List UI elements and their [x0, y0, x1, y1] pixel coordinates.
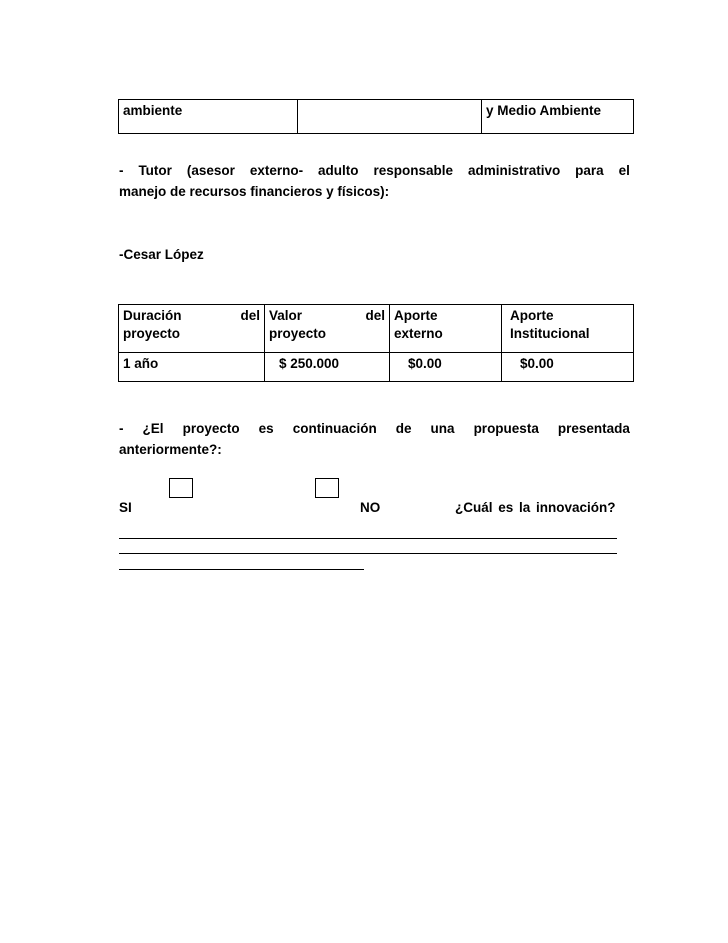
cost-table	[118, 304, 634, 382]
question-word: una	[430, 421, 455, 436]
no-checkbox[interactable]	[315, 478, 339, 498]
question-word: propuesta	[473, 421, 539, 436]
question-word: proyecto	[182, 421, 240, 436]
tutor-word: responsable	[373, 163, 454, 178]
top-table-cell-1: ambiente	[119, 100, 298, 134]
question-line-1	[119, 418, 630, 439]
si-checkbox[interactable]	[169, 478, 193, 498]
question-word: ¿El	[142, 421, 164, 436]
answer-line[interactable]	[119, 553, 617, 554]
si-label: SI	[119, 500, 132, 515]
tutor-word: -	[119, 163, 124, 178]
question-word: es	[258, 421, 274, 436]
tutor-word: (asesor	[186, 163, 235, 178]
question-word: -	[119, 421, 124, 436]
tutor-line-2: manejo de recursos financieros y físicos):	[119, 184, 390, 199]
tutor-line-1	[119, 160, 630, 181]
top-table-cell-2	[298, 100, 482, 134]
innovation-label: ¿Cuál es la innovación?	[455, 500, 616, 515]
cell-valor: $ 250.000	[265, 353, 390, 382]
question-word: continuación	[292, 421, 377, 436]
tutor-word: adulto	[318, 163, 359, 178]
tutor-word: administrativo	[467, 163, 561, 178]
header-valor: Valor del proyecto	[265, 305, 390, 353]
tutor-word: para	[575, 163, 604, 178]
cell-aporte-externo: $0.00	[390, 353, 502, 382]
header-aporte-externo: Aporte externo	[390, 305, 502, 353]
question-line-2: anteriormente?:	[119, 442, 222, 457]
top-table	[118, 99, 634, 134]
tutor-paragraph	[119, 160, 630, 202]
answer-line[interactable]	[119, 538, 617, 539]
header-aporte-institucional: Aporte Institucional	[502, 305, 634, 353]
tutor-word: Tutor	[138, 163, 172, 178]
question-paragraph	[119, 418, 630, 460]
tutor-word: externo-	[249, 163, 304, 178]
header-duracion: Duración del proyecto	[119, 305, 265, 353]
question-word: presentada	[557, 421, 630, 436]
answer-line[interactable]	[119, 569, 364, 570]
cell-duracion: 1 año	[119, 353, 265, 382]
tutor-name: -Cesar López	[119, 247, 204, 262]
question-word: de	[395, 421, 412, 436]
no-label: NO	[360, 500, 381, 515]
top-table-cell-3: y Medio Ambiente	[482, 100, 634, 134]
tutor-word: el	[618, 163, 630, 178]
cell-aporte-institucional: $0.00	[502, 353, 634, 382]
